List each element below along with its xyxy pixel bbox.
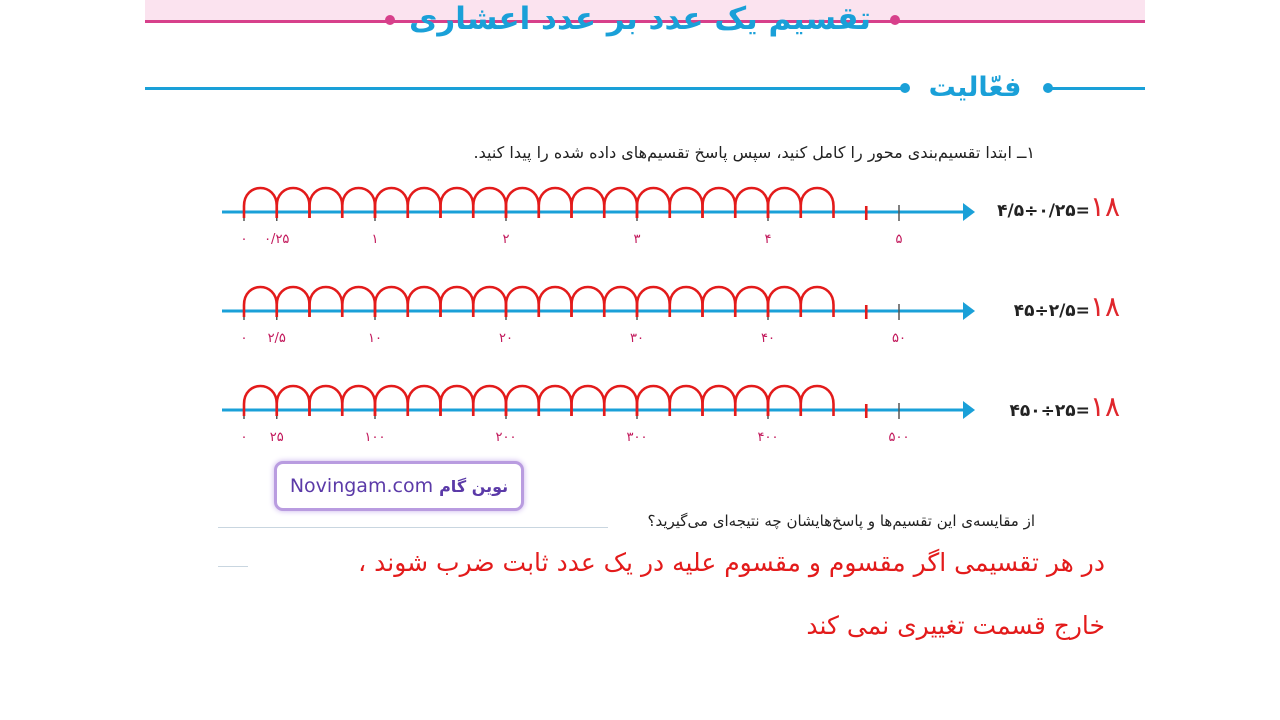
equation-2: [1014, 290, 1120, 324]
tick-label: ۲۰۰: [495, 430, 517, 445]
tick-label: ۴: [764, 232, 772, 247]
tick-label: ۲: [502, 232, 510, 247]
tick-label: ۲/۵: [267, 331, 286, 346]
exercise-instruction: ۱ــ ابتدا تقسیم‌بندی محور را کامل کنید، سپس پاسخ تقسیم‌های داده شده را پیدا کنید.: [473, 143, 1035, 162]
comparison-question: از مقایسه‌ی این تقسیم‌ها و پاسخ‌هایشان چه نتیجه‌ای می‌گیرید؟: [647, 512, 1035, 530]
question-rule: [218, 527, 608, 528]
section-title: فعّالیت: [928, 72, 1022, 103]
watermark-url: Novingam.com: [289, 475, 434, 497]
equation-3: [1010, 390, 1120, 424]
tick-label: ۴۰۰: [757, 430, 779, 445]
arrow-head-icon: [963, 203, 975, 221]
tick-label: ۱۰۰: [364, 430, 386, 445]
tick-label: ۱: [371, 232, 379, 247]
equation-3-answer: ۱۸: [1089, 390, 1120, 423]
equation-2-answer: ۱۸: [1089, 290, 1120, 323]
novingam-watermark: [274, 461, 524, 511]
equation-1-expression: ۴/۵÷۰/۲۵=: [997, 201, 1090, 221]
tick-label: ۵۰: [892, 331, 906, 346]
tick-label: ۰: [240, 430, 248, 445]
answer-line-2: خارج قسمت تغییری نمی کند: [806, 611, 1105, 640]
tick-label: ۱۰: [368, 331, 382, 346]
page-title: تقسیم یک عدد بر عدد اعشاری: [409, 1, 871, 37]
equation-1: [997, 190, 1120, 224]
equation-2-expression: ۴۵÷۲/۵=: [1013, 301, 1090, 321]
tick-label: ۵۰۰: [888, 430, 910, 445]
tick-label: ۳۰۰: [626, 430, 648, 445]
tick-label: ۰: [240, 232, 248, 247]
arrow-head-icon: [963, 401, 975, 419]
arrow-head-icon: [963, 302, 975, 320]
tick-label: ۰: [240, 331, 248, 346]
watermark-brand: نوین گام: [439, 476, 509, 496]
tick-label: ۵: [895, 232, 903, 247]
tick-label: ۰/۲۵: [264, 232, 290, 247]
tick-label: ۲۰: [499, 331, 513, 346]
tick-label: ۳۰: [630, 331, 644, 346]
answer-line-1: در هر تقسیمی اگر مقسوم و مقسوم علیه در یک عدد ثابت ضرب شوند ،: [358, 548, 1105, 577]
tick-label: ۲۵: [269, 430, 284, 445]
tick-label: ۴۰: [761, 331, 775, 346]
equation-3-expression: ۴۵۰÷۲۵=: [1009, 401, 1090, 421]
equation-1-answer: ۱۸: [1089, 190, 1120, 223]
tick-label: ۳: [633, 232, 641, 247]
